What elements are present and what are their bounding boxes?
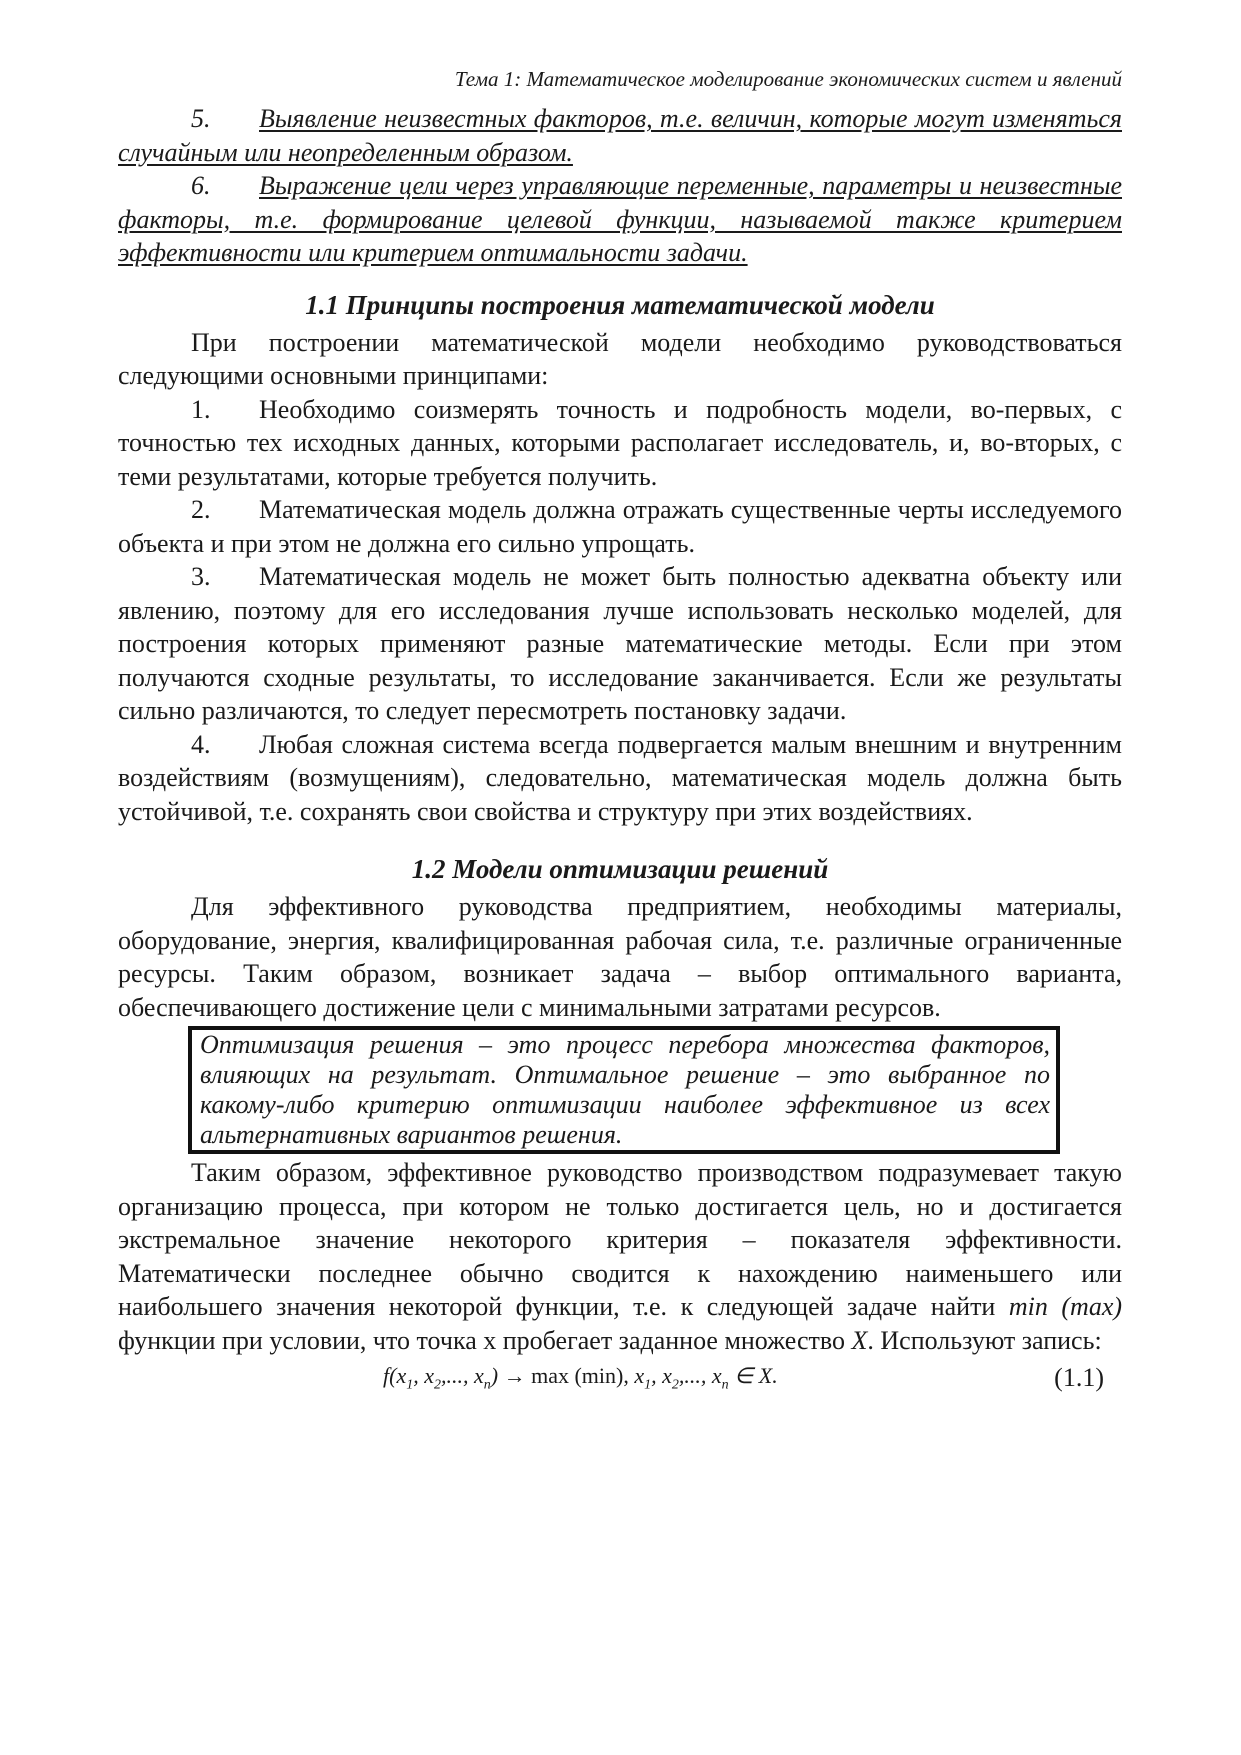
principles-intro: При построении математической модели необходимо руководствоваться следующими основными принципами:: [118, 327, 1122, 390]
list-number: 2.: [191, 495, 211, 524]
equation-number: (1.1): [1054, 1363, 1104, 1392]
list-item-text: Выражение цели через управляющие переменные, параметры и неизвестные факторы, т.е. формирование целевой функции, называемой также критерием эффективности или критерием оптимальности задачи.: [118, 171, 1122, 267]
optimization-paragraph: [118, 1156, 1122, 1357]
list-number: 5.: [191, 104, 211, 133]
definition-text: Оптимизация решения – это процесс перебора множества факторов, влияющих на результат. Оптимальное решение – это выбранное по какому-либо критерию оптимизации наиболее эффективное из всех альтернативных вариантов решения.: [200, 1030, 1050, 1149]
list-item-text: Любая сложная система всегда подвергается малым внешним и внутренним воздействиям (возмущениям), следовательно, математическая модель должна быть устойчивой, т.е. сохранять свои свойства и структуру при этих воздействиях.: [118, 729, 1122, 826]
list-number: 4.: [191, 729, 211, 759]
document-page: [118, 64, 1122, 1399]
formula-row: [118, 1359, 1122, 1399]
list-number: 3.: [191, 562, 211, 591]
principle-item-3: [118, 560, 1122, 728]
list-item-text: Математическая модель не может быть полностью адекватна объекту или явлению, поэтому для его исследования лучше использовать несколько моделей, для построения которых применяют разные математические методы. Если при этом получаются сходные результаты, то исследование заканчивается. Если же результаты сильно различаются, то следует пересмотреть постановку задачи.: [118, 562, 1122, 725]
list-item-text: Математическая модель должна отражать существенные черты исследуемого объекта и при этом не должна его сильно упрощать.: [118, 495, 1122, 558]
paragraph-text: . Используют запись:: [867, 1325, 1102, 1355]
list-number: 1.: [191, 394, 211, 424]
section-heading-1-1: 1.1 Принципы построения математической модели: [305, 289, 935, 320]
list-item-text: Выявление неизвестных факторов, т.е. величин, которые могут изменяться случайным или неопределенным образом.: [118, 104, 1122, 167]
section-heading-1-2: 1.2 Модели оптимизации решений: [411, 854, 829, 884]
principle-item-1: [118, 393, 1122, 494]
list-number: 6.: [191, 171, 211, 200]
resources-paragraph: Для эффективного руководства предприятием, необходимы материалы, оборудование, энергия, квалифицированная рабочая сила, т.е. различные ограниченные ресурсы. Таким образом, возникает задача – выбор оптимального варианта, обеспечивающего достижение цели с минимальными затратами ресурсов.: [118, 892, 1122, 1022]
principle-item-2: [118, 493, 1122, 560]
list-item-5: [118, 102, 1122, 169]
paragraph-text: функции при условии, что точка x пробегает заданное множество: [118, 1325, 845, 1355]
formula-1-1: $f(x_1$, $x_2$,..., $x_n) \to \max (\min)$, $x_1$, $x_2$,..., $x_n$ ∈ X.: [383, 1363, 778, 1393]
min-max-term: min (max): [1008, 1292, 1123, 1321]
list-item-6: [118, 169, 1122, 270]
set-symbol: X: [851, 1325, 868, 1355]
list-item-text: Необходимо соизмерять точность и подробность модели, во-первых, с точностью тех исходных данных, которыми располагает исследователь, и, во-вторых, с теми результатами, которые требуется получить.: [118, 394, 1122, 491]
running-header: Тема 1: Математическое моделирование экономических систем и явлений: [454, 67, 1122, 91]
paragraph-text: Таким образом, эффективное руководство производством подразумевает такую организацию процесса, при котором не только достигается цель, но и достигается экстремальное значение некоторого критерия – показателя эффективности. Математически последнее обычно сводится к нахождению наименьшего или наибольшего значения некоторой функции, т.е. к следующей задаче найти: [118, 1158, 1122, 1321]
definition-box: [188, 1026, 1060, 1154]
principle-item-4: [118, 728, 1122, 829]
